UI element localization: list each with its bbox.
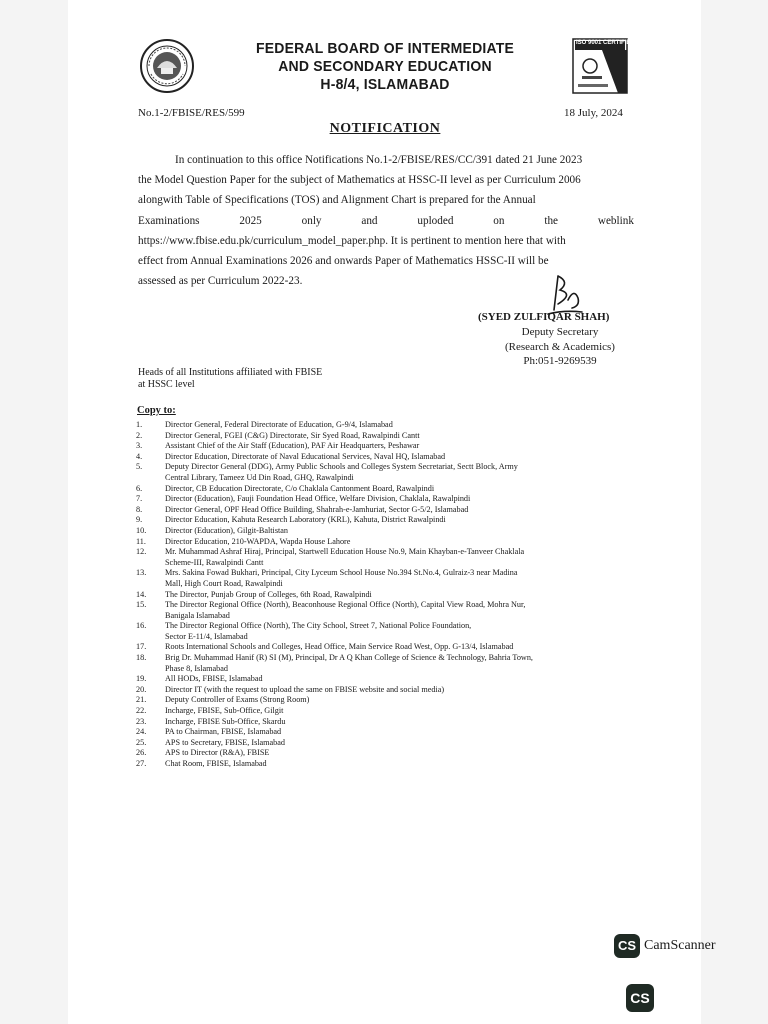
copy-to-item <box>136 600 666 621</box>
copy-to-item-number: 27. <box>136 759 147 768</box>
copy-to-item <box>136 621 666 642</box>
copy-to-item-text: Director, CB Education Directorate, C/o Chaklala Cantonment Board, Rawalpindi <box>165 483 435 493</box>
copy-to-item <box>136 685 666 696</box>
body-line: the Model Question Paper for the subject of Mathematics at HSSC-II level as per Curriculum 2006 <box>138 174 581 187</box>
copy-to-item-text: Sector E-11/4, Islamabad <box>165 631 248 641</box>
copy-to-item-text: PA to Chairman, FBISE, Islamabad <box>165 727 282 737</box>
copy-to-item-number: 26. <box>136 748 147 758</box>
copy-to-item-text: Deputy Director General (DDG), Army Public Schools and Colleges System Secretariat, Sectt Block, Army <box>165 462 518 472</box>
copy-to-item-number: 3. <box>136 441 143 451</box>
copy-to-item-text: Chat Room, FBISE, Islamabad <box>165 759 267 768</box>
copy-to-item <box>136 717 666 728</box>
copy-to-item-number: 25. <box>136 737 147 747</box>
copy-to-item-text: Director (Education), Fauji Foundation Head Office, Welfare Division, Chaklala, Rawalpindi <box>165 494 471 504</box>
signatory-designation: Deputy Secretary <box>521 326 599 338</box>
body-line: alongwith Table of Specifications (TOS) and Alignment Chart is prepared for the Annual <box>138 194 536 207</box>
copy-to-item-text: Director (Education), Gilgit-Baltistan <box>165 525 289 535</box>
copy-to-item <box>136 420 666 431</box>
copy-to-item-text: The Director, Punjab Group of Colleges, 6th Road, Rawalpindi <box>165 589 372 599</box>
body-word: on <box>493 214 505 227</box>
copy-to-item-number: 15. <box>136 600 147 610</box>
copy-to-item-number: 9. <box>136 515 143 525</box>
copy-to-item <box>136 462 666 483</box>
copy-to-item-number: 13. <box>136 568 147 578</box>
copy-to-heading: Copy to: <box>137 405 176 416</box>
copy-to-item-text: All HODs, FBISE, Islamabad <box>165 674 263 684</box>
copy-to-item-number: 12. <box>136 547 147 557</box>
copy-to-list <box>136 420 666 770</box>
copy-to-item-text: APS to Secretary, FBISE, Islamabad <box>165 737 285 747</box>
camscanner-corner-icon <box>626 984 654 1012</box>
copy-to-item-number: 2. <box>136 430 143 440</box>
copy-to-item-text: Phase 8, Islamabad <box>165 663 228 673</box>
notification-title: NOTIFICATION <box>329 121 441 136</box>
copy-to-item-text: Director IT (with the request to upload the same on FBISE website and social media) <box>165 684 445 694</box>
copy-to-item <box>136 748 666 759</box>
copy-to-item <box>136 674 666 685</box>
copy-to-item-number: 23. <box>136 716 147 726</box>
copy-to-item <box>136 568 666 589</box>
copy-to-item-text: Mrs. Sakina Fowad Bukhari, Principal, City Lyceum School House No.394 St.No.4, Gulraiz-3 near Madina <box>165 568 518 578</box>
copy-to-item <box>136 441 666 452</box>
camscanner-corner-text: CS <box>630 990 650 1006</box>
copy-to-item <box>136 727 666 738</box>
copy-to-item-text: Incharge, FBISE, Sub-Office, Gilgit <box>165 706 284 716</box>
body-word: weblink <box>597 214 634 227</box>
copy-to-item-text: Director Education, Directorate of Naval Educational Services, Naval HQ, Islamabad <box>165 451 446 461</box>
copy-to-item-number: 18. <box>136 653 147 663</box>
iso-9001-certified-icon <box>572 38 628 94</box>
copy-to-item <box>136 738 666 749</box>
copy-to-item-text: APS to Director (R&A), FBISE <box>165 748 270 758</box>
copy-to-item-text: Incharge, FBISE Sub-Office, Skardu <box>165 716 286 726</box>
copy-to-item-text: Banigala Islamabad <box>165 610 230 620</box>
copy-to-item <box>136 759 666 770</box>
copy-to-item <box>136 653 666 674</box>
addressee-line2: at HSSC level <box>138 379 195 390</box>
copy-to-item-text: Mr. Muhammad Ashraf Hiraj, Principal, Startwell Education House No.9, Main Khayban-e-Tanveer Chaklala <box>165 547 525 557</box>
iso-logo-text: ISO 9001 CERTIFIED <box>576 40 635 46</box>
copy-to-item-text: Mall, High Court Road, Rawalpindi <box>165 578 283 588</box>
copy-to-item-number: 24. <box>136 727 147 737</box>
copy-to-item-number: 11. <box>136 536 146 546</box>
copy-to-item-text: Director Education, Kahuta Research Laboratory (KRL), Kahuta, District Rawalpindi <box>165 515 446 525</box>
copy-to-item-text: Director General, Federal Directorate of Education, G-9/4, Islamabad <box>165 420 393 429</box>
copy-to-item-text: The Director Regional Office (North), The City School, Street 7, National Police Foundation, <box>165 621 472 631</box>
body-word: 2025 <box>239 214 262 227</box>
org-address: H-8/4, ISLAMABAD <box>320 75 450 93</box>
copy-to-item-number: 20. <box>136 684 147 694</box>
signatory-phone: Ph:051-9269539 <box>523 355 597 367</box>
camscanner-logo-icon <box>614 934 640 958</box>
body-line: In continuation to this office Notifications No.1-2/FBISE/RES/CC/391 dated 21 June 2023 <box>175 154 583 166</box>
copy-to-item-number: 5. <box>136 462 143 472</box>
notification-date: 18 July, 2024 <box>564 107 623 119</box>
copy-to-item-number: 8. <box>136 504 143 514</box>
copy-to-item <box>136 547 666 568</box>
copy-to-item-number: 1. <box>136 420 143 429</box>
signatory-name: (SYED ZULFIQAR SHAH) <box>478 311 610 323</box>
signatory-department: (Research & Academics) <box>505 341 615 353</box>
copy-to-item-number: 14. <box>136 589 147 599</box>
body-word: and <box>361 214 378 227</box>
org-name-line2: AND SECONDARY EDUCATION <box>278 57 492 75</box>
body-word: only <box>301 214 322 227</box>
copy-to-item-text: Roots International Schools and Colleges, Head Office, Main Service Road West, Opp. G-13/4, Islamabad <box>165 642 514 652</box>
copy-to-item-number: 7. <box>136 494 143 504</box>
copy-to-item <box>136 505 666 516</box>
copy-to-item-text: The Director Regional Office (North), Beaconhouse Regional Office (North), Capital View Road, Mohra Nur, <box>165 600 526 610</box>
copy-to-item <box>136 537 666 548</box>
body-word: uploded <box>417 214 454 227</box>
copy-to-item-number: 16. <box>136 621 147 631</box>
body-line: assessed as per Curriculum 2022-23. <box>138 275 303 288</box>
copy-to-item-text: Director General, OPF Head Office Building, Shahrah-e-Jamhuriat, Sector G-5/2, Islamabad <box>165 504 469 514</box>
copy-to-item <box>136 431 666 442</box>
copy-to-item <box>136 526 666 537</box>
copy-to-item-number: 4. <box>136 451 143 461</box>
copy-to-item-number: 19. <box>136 674 147 684</box>
fbise-seal-icon <box>139 38 195 94</box>
body-word: Examinations <box>138 214 200 227</box>
copy-to-item <box>136 706 666 717</box>
copy-to-item-number: 17. <box>136 642 147 652</box>
copy-to-item <box>136 642 666 653</box>
copy-to-item-text: Director General, FGEI (C&G) Directorate, Sir Syed Road, Rawalpindi Cantt <box>165 430 420 440</box>
org-name-line1: FEDERAL BOARD OF INTERMEDIATE <box>255 39 515 57</box>
body-line-weblink: https://www.fbise.edu.pk/curriculum_model_paper.php. It is pertinent to mention here that with <box>138 234 566 247</box>
camscanner-label: CamScanner <box>644 938 716 953</box>
copy-to-item <box>136 695 666 706</box>
copy-to-item <box>136 452 666 463</box>
reference-number: No.1-2/FBISE/RES/599 <box>138 107 245 119</box>
camscanner-badge-text: CS <box>617 938 637 953</box>
copy-to-item-text: Scheme-III, Rawalpindi Cantt <box>165 557 264 567</box>
body-line-justified <box>138 211 634 231</box>
copy-to-item-number: 10. <box>136 525 147 535</box>
copy-to-item-text: Assistant Chief of the Air Staff (Education), PAF Air Headquarters, Peshawar <box>165 441 420 451</box>
copy-to-item-text: Deputy Controller of Exams (Strong Room) <box>165 695 310 705</box>
copy-to-item-number: 6. <box>136 483 143 493</box>
copy-to-item <box>136 590 666 601</box>
copy-to-item-number: 21. <box>136 695 147 705</box>
copy-to-item <box>136 494 666 505</box>
copy-to-item-text: Director Education, 210-WAPDA, Wapda House Lahore <box>165 536 351 546</box>
copy-to-item <box>136 484 666 495</box>
copy-to-item-text: Brig Dr. Muhammad Hanif (R) SI (M), Principal, Dr A Q Khan College of Science & Technology, Bahria Town, <box>165 653 533 663</box>
body-line: effect from Annual Examinations 2026 and onwards Paper of Mathematics HSSC-II will be <box>138 254 549 267</box>
copy-to-item-number: 22. <box>136 706 147 716</box>
addressee-line1: Heads of all Institutions affiliated with FBISE <box>138 367 323 378</box>
copy-to-item-text: Central Library, Tameez Ud Din Road, GHQ, Rawalpindi <box>165 472 354 482</box>
body-word: the <box>544 214 559 227</box>
copy-to-item <box>136 515 666 526</box>
